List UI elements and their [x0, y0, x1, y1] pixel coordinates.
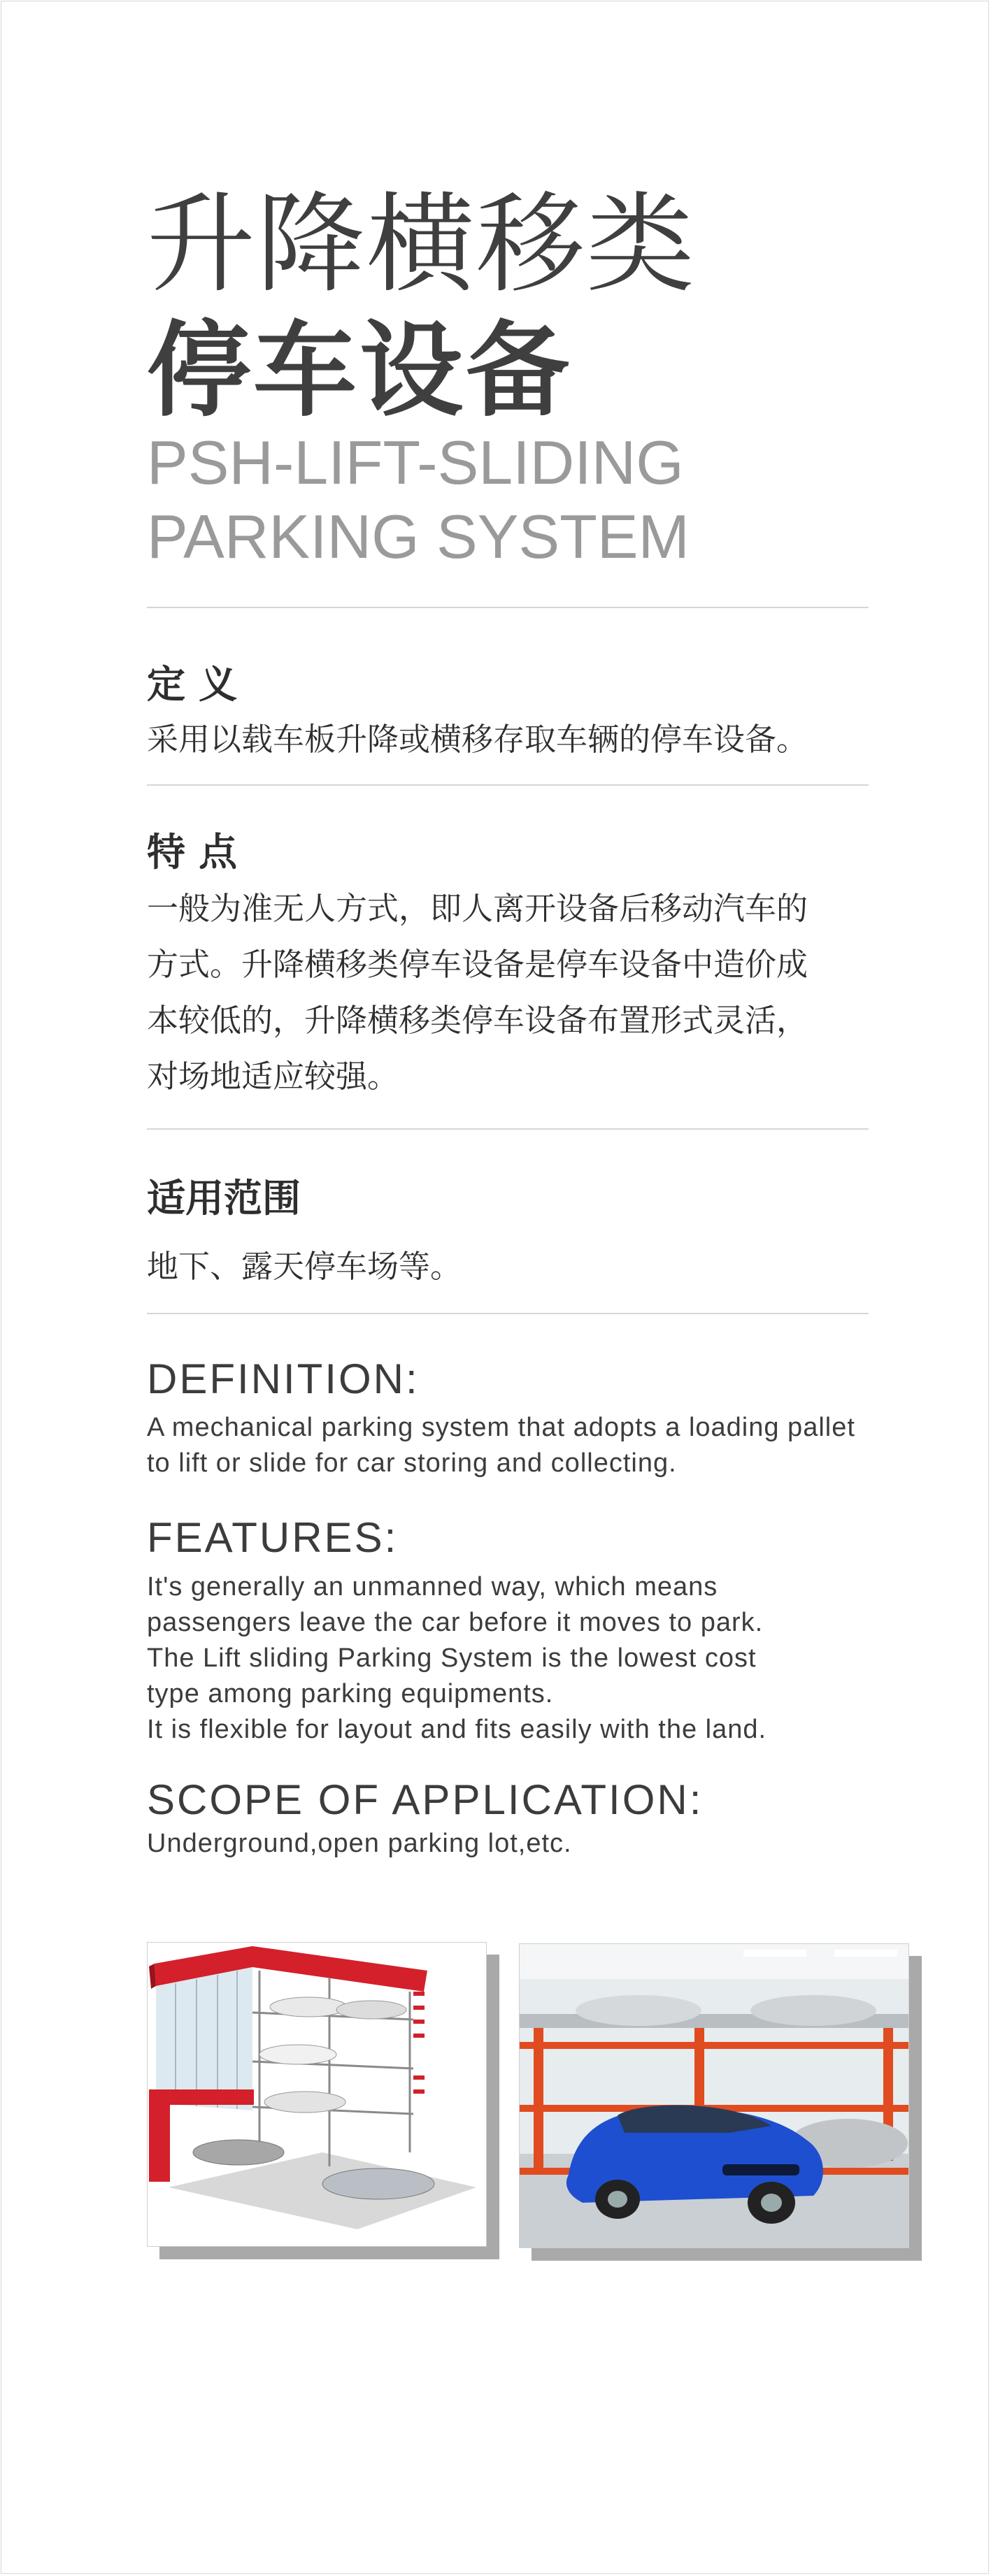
divider — [147, 784, 869, 786]
text-line: 对场地适应较强。 — [147, 1058, 399, 1095]
text-line: 本较低的，升降横移类停车设备布置形式灵活， — [147, 1002, 808, 1039]
text-line: A mechanical parking system that adopts a loading pallet — [147, 1413, 855, 1442]
title-cn-line2: 停车设备 — [147, 310, 572, 431]
blue-car-photo — [520, 1944, 908, 2247]
text-line: type among parking equipments. — [147, 1679, 554, 1708]
blue-car-garage-photo — [519, 1943, 909, 2248]
text-line: The Lift sliding Parking System is the lowest cost — [147, 1643, 757, 1673]
divider — [147, 1313, 869, 1314]
text-line: 地下、露天停车场等。 — [147, 1248, 462, 1285]
text-line: 采用以载车板升降或横移存取车辆的停车设备。 — [147, 721, 808, 758]
section-heading-features-en: FEATURES: — [147, 1514, 399, 1561]
section-heading-scope-en: SCOPE OF APPLICATION: — [147, 1776, 704, 1823]
section-heading-definition-en: DEFINITION: — [147, 1355, 420, 1402]
text-line: 一般为准无人方式，即人离开设备后移动汽车的 — [147, 890, 808, 927]
divider — [147, 607, 869, 608]
garage-illustration — [148, 1943, 486, 2246]
section-body-scope-cn — [147, 1239, 881, 1295]
text-line: Underground,open parking lot,etc. — [147, 1829, 572, 1858]
section-body-features-en — [147, 1569, 767, 1748]
section-body-definition-en — [147, 1410, 855, 1481]
text-line: passengers leave the car before it moves to park. — [147, 1608, 764, 1637]
text-line: to lift or slide for car storing and collecting. — [147, 1448, 677, 1478]
title-en-line1: PSH-LIFT-SLIDING — [147, 428, 684, 497]
section-body-definition-cn — [147, 712, 881, 768]
divider — [147, 1128, 869, 1130]
title-cn-line1: 升降横移类 — [147, 181, 696, 308]
section-body-scope-en — [147, 1826, 572, 1862]
section-heading-features-cn: 特 点 — [147, 830, 238, 875]
garage-illustration-photo — [147, 1942, 487, 2247]
text-line: 方式。升降横移类停车设备是停车设备中造价成 — [147, 946, 808, 983]
text-line: It's generally an unmanned way, which means — [147, 1572, 718, 1602]
title-en-line2: PARKING SYSTEM — [147, 502, 690, 571]
section-body-features-cn — [147, 881, 881, 1104]
section-heading-scope-cn: 适用范围 — [147, 1176, 301, 1221]
section-heading-definition-cn: 定 义 — [147, 662, 238, 707]
text-line: It is flexible for layout and fits easily with the land. — [147, 1715, 767, 1744]
